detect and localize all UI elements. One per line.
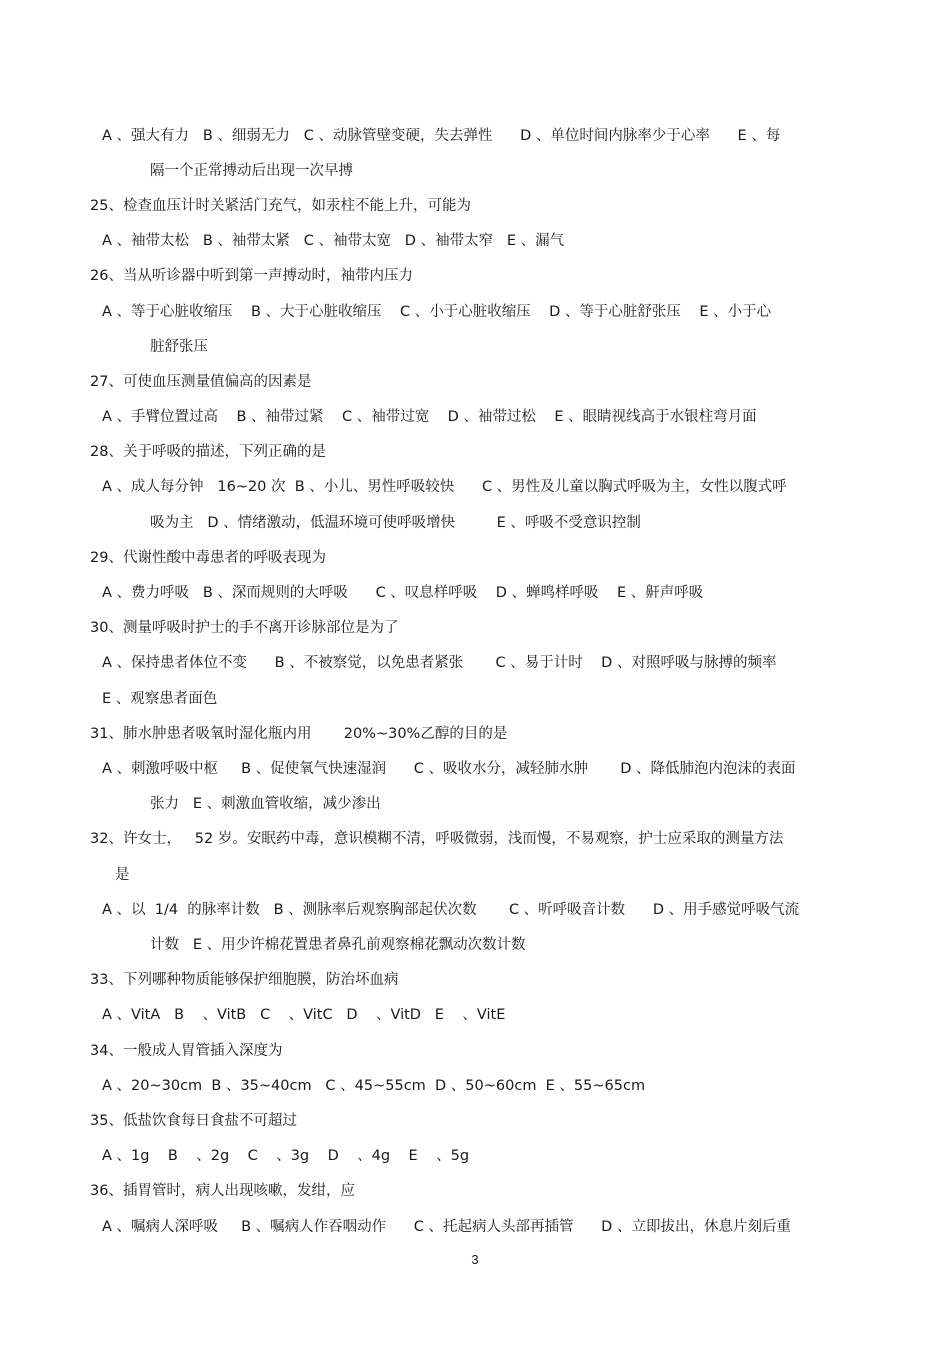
question-28: 28、关于呼吸的描述，下列正确的是 xyxy=(90,444,326,460)
q32-options-line1: A 、以 1/4 的脉率计数 B 、测脉率后观察胸部起伏次数 C 、听呼吸音计数 D 、用手感觉呼吸气流 xyxy=(102,902,800,918)
question-35: 35、低盐饮食每日食盐不可超过 xyxy=(90,1113,297,1129)
question-26: 26、当从听诊器中听到第一声搏动时，袖带内压力 xyxy=(90,268,413,284)
q32-options-line2: 计数 E 、用少许棉花置患者鼻孔前观察棉花飘动次数计数 xyxy=(150,937,526,953)
q24-options-line1: A 、强大有力 B 、细弱无力 C 、动脉管壁变硬，失去弹性 D 、单位时间内脉率少于心率 E 、每 xyxy=(102,128,781,144)
q28-options-line1: A 、成人每分钟 16~20 次 B 、小儿、男性呼吸较快 C 、男性及儿童以胸式呼吸为主，女性以腹式呼 xyxy=(102,479,787,495)
q35-options: A 、1g B 、2g C 、3g D 、4g E 、5g xyxy=(102,1148,470,1164)
question-29: 29、代谢性酸中毒患者的呼吸表现为 xyxy=(90,550,326,566)
q33-options: A 、VitA B 、VitB C 、VitC D 、VitD E 、VitE xyxy=(102,1007,506,1023)
q30-options-line2: E 、观察患者面色 xyxy=(102,691,218,707)
question-25: 25、检查血压计时关紧活门充气，如汞柱不能上升，可能为 xyxy=(90,198,471,214)
question-34: 34、一般成人胃管插入深度为 xyxy=(90,1043,283,1059)
q34-options: A 、20~30cm B 、35~40cm C 、45~55cm D 、50~60cm E 、55~65cm xyxy=(102,1078,646,1094)
q26-options-line2: 脏舒张压 xyxy=(150,339,208,355)
q28-options-line2: 吸为主 D 、情绪激动，低温环境可使呼吸增快 E 、呼吸不受意识控制 xyxy=(150,515,641,531)
q26-options-line1: A 、等于心脏收缩压 B 、大于心脏收缩压 C 、小于心脏收缩压 D 、等于心脏舒张压 E 、小于心 xyxy=(102,304,772,320)
question-31: 31、肺水肿患者吸氧时湿化瓶内用 20%~30%乙醇的目的是 xyxy=(90,726,508,742)
question-32-line1: 32、许女士， 52 岁。安眠药中毒，意识模糊不清，呼吸微弱，浅而慢，不易观察，护士应采取的测量方法 xyxy=(90,831,784,847)
page-number: 3 xyxy=(471,1252,479,1267)
q24-options-line2: 隔一个正常搏动后出现一次早搏 xyxy=(150,163,353,179)
question-27: 27、可使血压测量值偏高的因素是 xyxy=(90,374,312,390)
q30-options-line1: A 、保持患者体位不变 B 、不被察觉，以免患者紧张 C 、易于计时 D 、对照呼吸与脉搏的频率 xyxy=(102,655,777,671)
q31-options-line2: 张力 E 、刺激血管收缩，减少渗出 xyxy=(150,796,381,812)
q31-options-line1: A 、刺激呼吸中枢 B 、促使氧气快速湿润 C 、吸收水分，减轻肺水肿 D 、降低肺泡内泡沫的表面 xyxy=(102,761,796,777)
question-36: 36、插胃管时，病人出现咳嗽，发绀，应 xyxy=(90,1183,355,1199)
q27-options: A 、手臂位置过高 B 、袖带过紧 C 、袖带过宽 D 、袖带过松 E 、眼睛视线高于水银柱弯月面 xyxy=(102,409,757,425)
question-32-line2: 是 xyxy=(115,867,130,883)
q36-options-line1: A 、嘱病人深呼吸 B 、嘱病人作吞咽动作 C 、托起病人头部再插管 D 、立即拔出，休息片刻后重 xyxy=(102,1219,791,1235)
question-30: 30、测量呼吸时护士的手不离开诊脉部位是为了 xyxy=(90,620,399,636)
question-33: 33、下列哪种物质能够保护细胞膜，防治坏血病 xyxy=(90,972,399,988)
q25-options: A 、袖带太松 B 、袖带太紧 C 、袖带太宽 D 、袖带太窄 E 、漏气 xyxy=(102,233,565,249)
q29-options: A 、费力呼吸 B 、深而规则的大呼吸 C 、叹息样呼吸 D 、蝉鸣样呼吸 E 、鼾声呼吸 xyxy=(102,585,704,601)
